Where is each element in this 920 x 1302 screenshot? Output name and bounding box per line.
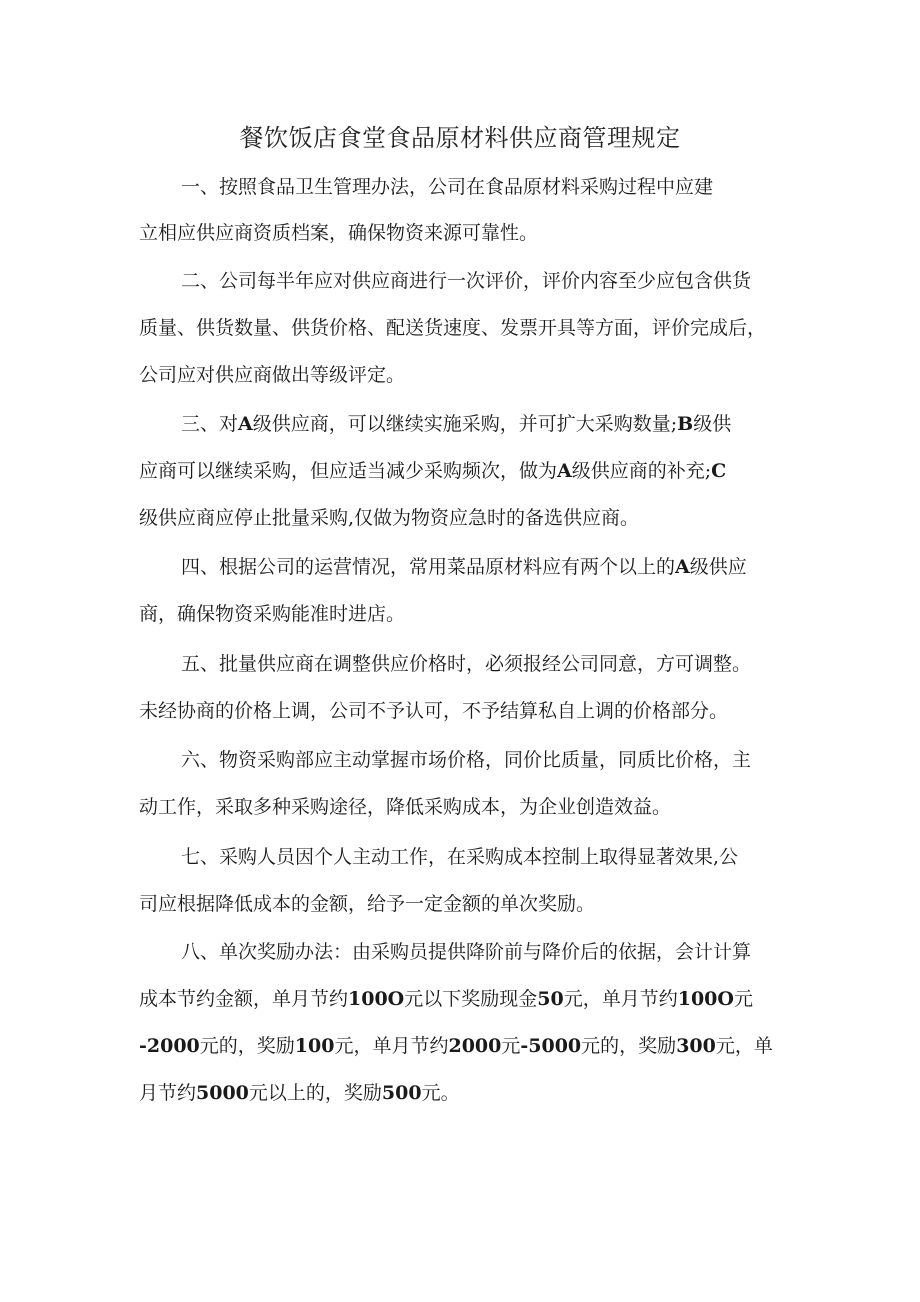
text-run: 四、根据公司的运营情况，常用菜品原材料应有两个以上的 bbox=[181, 556, 676, 578]
paragraph-4-line-2 bbox=[139, 599, 405, 629]
paragraph-3-line-2 bbox=[139, 456, 726, 486]
paragraph-5-line-1 bbox=[181, 649, 751, 679]
amount: 500 bbox=[381, 1082, 422, 1104]
paragraph-3-line-1 bbox=[181, 409, 731, 439]
paragraph-2-line-3 bbox=[139, 360, 405, 390]
paragraph-2-line-2 bbox=[139, 313, 766, 343]
text-run: 级供应商的补充; bbox=[571, 460, 712, 482]
paragraph-8-line-3 bbox=[139, 1031, 773, 1061]
text-run: 应商可以继续采购，但应适当减少采购频次，做为 bbox=[139, 460, 558, 482]
text-run: 级供应 bbox=[689, 556, 747, 578]
grade-c: C bbox=[711, 460, 727, 482]
paragraph-7-line-1 bbox=[181, 842, 738, 872]
paragraph-4-line-1 bbox=[181, 552, 747, 582]
text-run: 元，单月节约 bbox=[563, 988, 678, 1010]
paragraph-3-line-3 bbox=[139, 503, 639, 533]
paragraph-5-line-2 bbox=[139, 696, 728, 726]
paragraph-6-line-1 bbox=[181, 745, 751, 775]
amount: 300 bbox=[676, 1035, 716, 1057]
text-run: 元以下奖励现金 bbox=[404, 988, 538, 1010]
text-run: 元的，奖励 bbox=[199, 1035, 295, 1057]
text-run: 级供应商应停止批量采购,仅做为物资应急时的备选供应商。 bbox=[139, 507, 640, 529]
amount: -5000 bbox=[520, 1035, 582, 1057]
paragraph-2-line-1 bbox=[181, 266, 751, 296]
paragraph-1-line-1 bbox=[181, 172, 713, 202]
text-run: 动工作，采取多种采购途径，降低采购成本，为企业创造效益。 bbox=[139, 796, 672, 818]
text-run: 一、按照食品卫生管理办法，公司在食品原材料采购过程中应建 bbox=[181, 176, 714, 198]
grade-a: A bbox=[238, 413, 253, 435]
text-run: 级供应商，可以继续实施采购，并可扩大采购数量; bbox=[252, 413, 678, 435]
text-run: 五、批量供应商在调整供应价格时，必须报经公司同意，方可调整。 bbox=[181, 653, 752, 675]
text-run: 司应根据降低成本的金额，给予一定金额的单次奖励。 bbox=[139, 893, 596, 915]
amount: 50 bbox=[537, 988, 564, 1010]
text-run: 未经协商的价格上调，公司不予认可，不予结算私自上调的价格部分。 bbox=[139, 700, 729, 722]
amount: -2000 bbox=[139, 1035, 200, 1057]
text-run: 元，单月节约 bbox=[334, 1035, 449, 1057]
amount: 100O bbox=[348, 988, 405, 1010]
text-run: 商，确保物资采购能准时进店。 bbox=[139, 603, 406, 625]
paragraph-8-line-1 bbox=[181, 937, 751, 967]
text-run: 元，单 bbox=[715, 1035, 773, 1057]
text-run: 元以上的，奖励 bbox=[248, 1082, 382, 1104]
text-run: 级供 bbox=[693, 413, 732, 435]
text-run: 元。 bbox=[421, 1082, 460, 1104]
amount: 100 bbox=[294, 1035, 335, 1057]
amount: 2000 bbox=[448, 1035, 502, 1057]
text-run: 立相应供应商资质档案，确保物资来源可靠性。 bbox=[139, 222, 539, 244]
text-run: 元 bbox=[733, 988, 753, 1010]
text-run: 元 bbox=[501, 1035, 521, 1057]
text-run: 公司应对供应商做出等级评定。 bbox=[139, 364, 406, 386]
paragraph-8-line-4 bbox=[139, 1078, 460, 1108]
text-run: 八、单次奖励办法：由采购员提供降阶前与降价后的依据，会计计算 bbox=[181, 941, 752, 963]
text-run: 月节约 bbox=[139, 1082, 197, 1104]
grade-b: B bbox=[677, 413, 694, 435]
paragraph-8-line-2 bbox=[139, 984, 753, 1014]
paragraph-6-line-2 bbox=[139, 792, 671, 822]
document-title: 餐饮饭店食堂食品原材料供应商管理规定 bbox=[239, 124, 681, 152]
paragraph-1-line-2 bbox=[139, 218, 538, 248]
text-run: 三、对 bbox=[181, 413, 239, 435]
text-run: 成本节约金额，单月节约 bbox=[139, 988, 349, 1010]
text-run: 六、物资采购部应主动掌握市场价格，同价比质量，同质比价格，主 bbox=[181, 749, 752, 771]
grade-a: A bbox=[675, 556, 690, 578]
grade-a: A bbox=[557, 460, 572, 482]
text-run: 二、公司每半年应对供应商进行一次评价，评价内容至少应包含供货 bbox=[181, 270, 752, 292]
amount: 5000 bbox=[196, 1082, 249, 1104]
text-run: 质量、供货数量、供货价格、配送货速度、发票开具等方面，评价完成后， bbox=[139, 317, 767, 339]
amount: 100O bbox=[677, 988, 734, 1010]
text-run: 元的，奖励 bbox=[581, 1035, 677, 1057]
paragraph-7-line-2 bbox=[139, 889, 595, 919]
text-run: 七、采购人员因个人主动工作，在采购成本控制上取得显著效果,公 bbox=[181, 846, 739, 868]
